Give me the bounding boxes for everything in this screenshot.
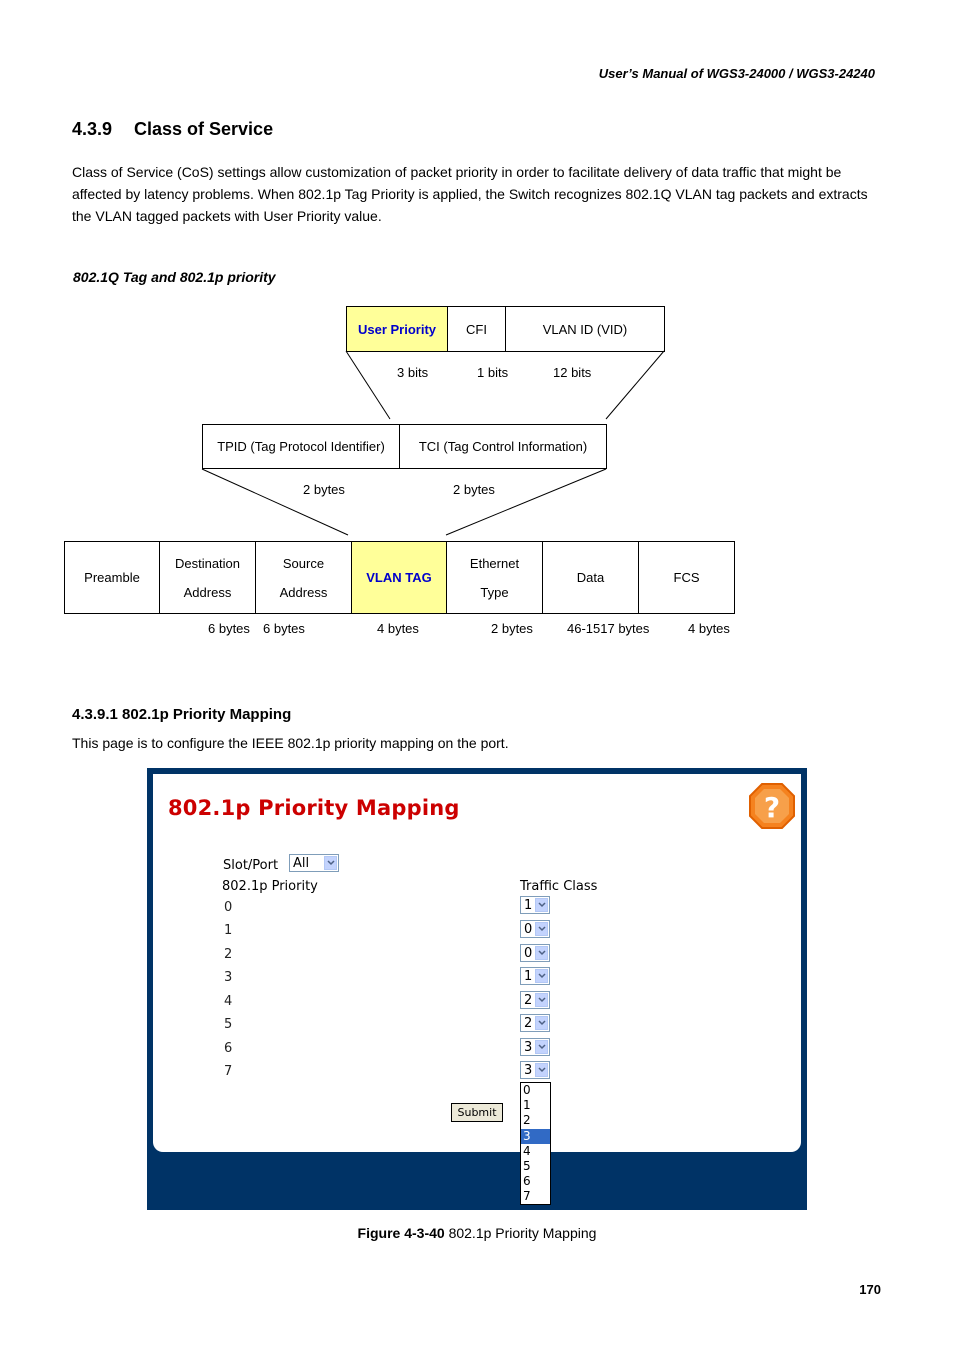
slot-port-select[interactable]: All (289, 854, 339, 872)
dropdown-option[interactable]: 4 (523, 1143, 531, 1158)
field-cfi: CFI (447, 306, 506, 352)
help-icon[interactable] (747, 781, 797, 831)
size-label: 6 bytes (263, 621, 305, 636)
traffic-class-select[interactable]: 2 (520, 991, 550, 1009)
frame-preamble: Preamble (64, 541, 160, 614)
priority-value: 2 (224, 947, 233, 962)
size-label: 2 bytes (491, 621, 533, 636)
frame-ethernet-type: Ethernet Type (446, 541, 543, 614)
priority-column-header: 802.1p Priority (222, 879, 318, 894)
dropdown-option[interactable]: 2 (523, 1113, 531, 1128)
class-column-header: Traffic Class (520, 879, 598, 894)
traffic-class-select[interactable]: 1 (520, 896, 550, 914)
traffic-class-select[interactable]: 3 (520, 1038, 550, 1056)
size-label: 1 bits (477, 365, 509, 380)
dropdown-option[interactable]: 5 (523, 1158, 531, 1173)
slot-port-label: Slot/Port (223, 858, 279, 873)
priority-value: 6 (224, 1041, 233, 1056)
traffic-class-select[interactable]: 1 (520, 967, 550, 985)
frame-fcs: FCS (638, 541, 735, 614)
section-title: Class of Service (134, 119, 274, 139)
traffic-class-select[interactable]: 0 (520, 920, 550, 938)
chevron-down-icon (535, 922, 548, 936)
field-tpid: TPID (Tag Protocol Identifier) (202, 424, 400, 469)
frame-destination-address: Destination Address (159, 541, 256, 614)
dropdown-option[interactable]: 1 (523, 1098, 531, 1113)
chevron-down-icon (535, 946, 548, 960)
figure-caption (0, 1225, 954, 1241)
size-label: 12 bits (553, 365, 592, 380)
size-label: 4 bytes (377, 621, 419, 636)
subsection-text: This page is to configure the IEEE 802.1p priority mapping on the port. (72, 735, 509, 751)
intro-paragraph: Class of Service (CoS) settings allow customization of packet priority in order to facilitate delivery of data traffic that might be affected by latency problems. When 802.1p Tag Priority is applied, the Switch recognizes 802.1Q VLAN tag packets and extracts the VLAN tagged packets with User Priority value. (72, 164, 868, 224)
traffic-class-select[interactable]: 3 (520, 1061, 550, 1079)
priority-value: 1 (224, 923, 233, 938)
dropdown-option[interactable]: 0 (523, 1083, 531, 1097)
size-label: 3 bits (397, 365, 429, 380)
figure-label: Figure 4-3-40 (357, 1225, 445, 1241)
chevron-down-icon (535, 898, 548, 912)
priority-value: 0 (224, 900, 233, 915)
frame-source-address: Source Address (255, 541, 352, 614)
frame-data: Data (542, 541, 639, 614)
chevron-down-icon (535, 1016, 548, 1030)
size-label: 46-1517 bytes (567, 621, 650, 636)
subsection-heading: 4.3.9.1 802.1p Priority Mapping (72, 706, 292, 723)
size-label: 4 bytes (688, 621, 730, 636)
priority-value: 7 (224, 1064, 233, 1079)
section-number: 4.3.9 (72, 119, 113, 139)
dropdown-option[interactable]: 7 (523, 1189, 531, 1204)
chevron-down-icon (535, 1063, 548, 1077)
priority-value: 3 (224, 970, 233, 985)
size-label: 2 bytes (453, 482, 495, 497)
priority-value: 5 (224, 1017, 233, 1032)
chevron-down-icon (324, 856, 337, 870)
submit-button[interactable]: Submit (451, 1103, 503, 1122)
screenshot-content (153, 774, 801, 1152)
dropdown-option-highlighted[interactable]: 3 (521, 1129, 550, 1144)
traffic-class-select[interactable]: 0 (520, 944, 550, 962)
frame-vlan-tag: VLAN TAG (351, 541, 447, 614)
screen-title: 802.1p Priority Mapping (168, 796, 460, 820)
figure-text: 802.1p Priority Mapping (444, 1225, 597, 1241)
field-user-priority: User Priority (346, 306, 448, 352)
priority-value: 4 (224, 994, 233, 1009)
traffic-class-dropdown-list[interactable] (520, 1082, 551, 1205)
page-number: 170 (859, 1282, 881, 1297)
size-label: 2 bytes (303, 482, 345, 497)
field-vlan-id: VLAN ID (VID) (505, 306, 665, 352)
traffic-class-select[interactable]: 2 (520, 1014, 550, 1032)
chevron-down-icon (535, 993, 548, 1007)
chevron-down-icon (535, 1040, 548, 1054)
field-tci: TCI (Tag Control Information) (399, 424, 607, 469)
screenshot-frame (147, 768, 807, 1210)
dropdown-option[interactable]: 6 (523, 1174, 531, 1189)
running-header: User’s Manual of WGS3-24000 / WGS3-24240 (598, 66, 875, 81)
chevron-down-icon (535, 969, 548, 983)
size-label: 6 bytes (208, 621, 250, 636)
svg-text:?: ? (763, 791, 781, 824)
diagram-caption: 802.1Q Tag and 802.1p priority (73, 269, 276, 285)
